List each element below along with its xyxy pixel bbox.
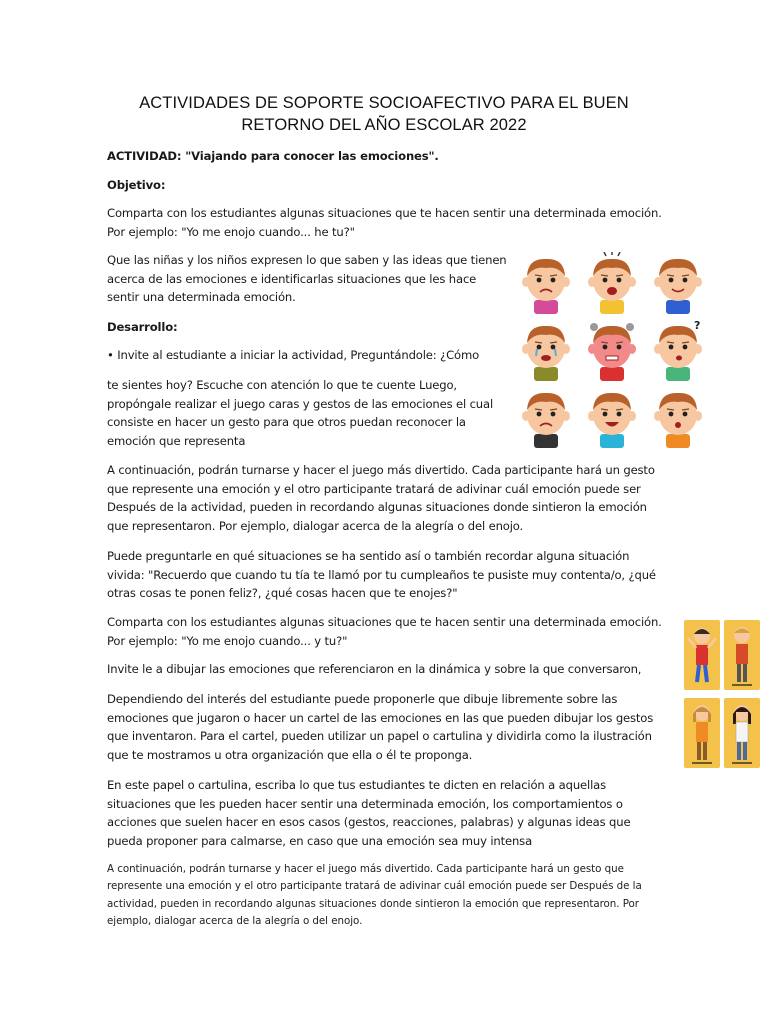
bullet-invite: • Invite al estudiante a iniciar la actividad, Preguntándole: ¿Cómo bbox=[107, 348, 480, 362]
figure-card bbox=[724, 698, 760, 768]
emotion-faces-illustration bbox=[518, 252, 710, 452]
face-happy bbox=[584, 386, 640, 448]
paragraph-paper: En este papel o cartulina, escriba lo que tus estudiantes te dicten en relación a aquellas situaciones que les pueden hacer sentir una determinada emoción, los comportamientos o acciones que suelen hacer en esos casos (gestos, reacciones, palabras) y algunas ideas que pueda proponer para calmarse, en caso que una emoción sea muy intensa bbox=[107, 778, 631, 848]
objective-heading: Objetivo: bbox=[107, 178, 166, 192]
figure-card bbox=[724, 620, 760, 690]
face-scared bbox=[584, 252, 640, 314]
figure-card bbox=[684, 620, 720, 690]
paragraph-share: Comparta con los estudiantes algunas situaciones que te hacen sentir una determinada emoción. Por ejemplo: "Yo me enojo cuando... y tu?" bbox=[107, 615, 662, 648]
svg-text:?: ? bbox=[694, 319, 701, 332]
face-crying bbox=[518, 319, 574, 381]
activity-title: ACTIVIDAD: "Viajando para conocer las emociones". bbox=[107, 149, 439, 163]
figure-card bbox=[684, 698, 720, 768]
page-title: ACTIVIDADES DE SOPORTE SOCIOAFECTIVO PARA EL BUEN RETORNO DEL AÑO ESCOLAR 2022 bbox=[139, 94, 629, 134]
face-angry bbox=[584, 319, 640, 381]
bullet-invite-continued: te sientes hoy? Escuche con atención lo que te cuente Luego, propóngale realizar el juego caras y gestos de las emociones el cual consiste en hacer un gesto para que otros puedan reconocer la emoción que representa bbox=[107, 378, 494, 448]
paragraph-draw: Invite le a dibujar las emociones que referenciaron en la dinámica y sobre la que conversaron, bbox=[107, 662, 642, 676]
intro-text: Que las niñas y los niños expresen lo que saben y las ideas que tienen acerca de las emociones e identificarlas situaciones que les hace sentir una determinada emoción. bbox=[107, 253, 507, 305]
development-heading: Desarrollo: bbox=[107, 320, 178, 334]
face-surprised bbox=[650, 386, 706, 448]
face-upset bbox=[518, 386, 574, 448]
emotion-figures-illustration bbox=[684, 620, 762, 770]
paragraph-small: A continuación, podrán turnarse y hacer el juego más divertido. Cada participante hará un gesto que represente una emoción y el otro participante tratará de adivinar cuál emoción puede ser Después de la actividad, pueden in recordando algunas situaciones donde sintieron la emoción que representaron. Por ejemplo, dialogar acerca de la alegría o del enojo. bbox=[107, 863, 642, 928]
face-confused bbox=[650, 319, 706, 381]
objective-text: Comparta con los estudiantes algunas situaciones que te hacen sentir una determinada emoción. Por ejemplo: "Yo me enojo cuando... he tu?" bbox=[107, 206, 662, 239]
paragraph-continue: A continuación, podrán turnarse y hacer el juego más divertido. Cada participante hará un gesto que represente una emoción y el otro participante tratará de adivinar cuál emoción puede ser Después de la actividad, pueden in recordando algunas situaciones donde sintieron la emoción que representaron. Por ejemplo, dialogar acerca de la alegría o del enojo. bbox=[107, 463, 655, 533]
paragraph-depending: Dependiendo del interés del estudiante puede proponerle que dibuje libremente sobre las emociones que jugaron o hacer un cartel de las emociones en las que pueden dibujar los gestos que inventaron. Para el cartel, pueden utilizar un papel o cartulina y dividirla como la ilustración que te mostramos u otra organización que ella o él te proponga. bbox=[107, 692, 654, 762]
paragraph-ask: Puede preguntarle en qué situaciones se ha sentido así o también recordar alguna situación vivida: "Recuerdo que cuando tu tía te llamó por tu cumpleaños te pusiste muy contenta/o, ¿qué otras cosas te ponen feliz?, ¿qué cosas hacen que te enojes?" bbox=[107, 549, 656, 601]
face-sad bbox=[518, 252, 574, 314]
face-content bbox=[650, 252, 706, 314]
